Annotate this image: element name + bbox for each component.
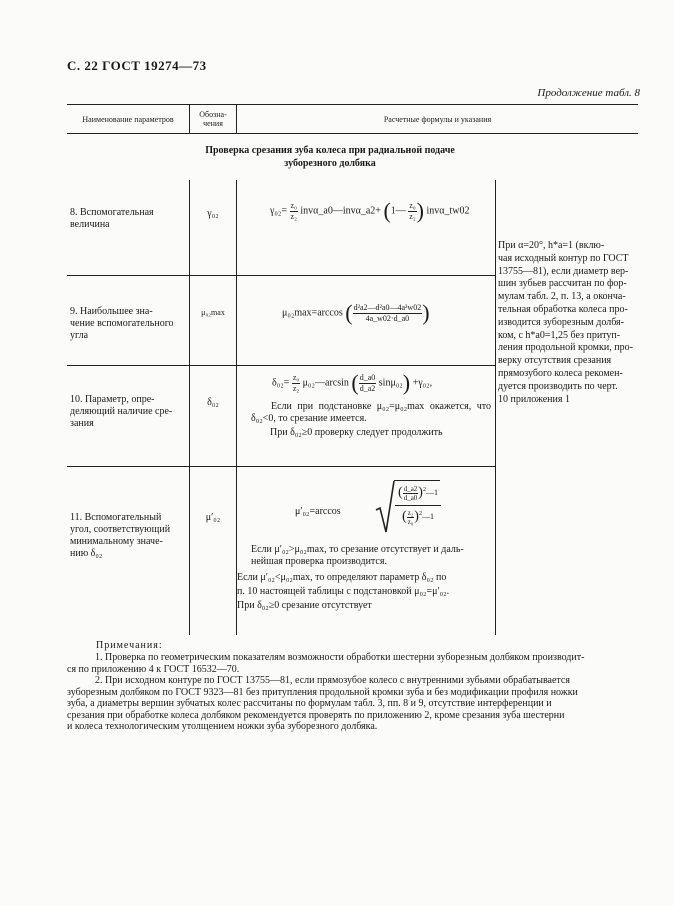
formula-lhs: μ′₀₂=arccos <box>295 506 341 517</box>
row-10-condition-text: Если при подстановке μ₀₂=μ₀₂max окажется, что δ₀₂<0, то срезание имеется. <box>251 401 491 424</box>
row-8-symbol: γ₀₂ <box>207 208 219 219</box>
column-divider <box>189 104 190 133</box>
formula-term: invα_a0—invα_a2+ <box>300 205 381 217</box>
fraction: $\frac{\text{d²a2—d²a0—4a²w02}}{4a\_w02\cdot d\_a0}$ <box>353 302 422 323</box>
row-8-name: 8. Вспомогательная величина <box>70 207 154 230</box>
notes-title: Примечания: <box>96 640 163 651</box>
column-header-symbol: Обозна- чения <box>199 110 227 128</box>
row-8-formula: γ₀₂= $\frac{\text{z₀}}{\text{z₂}}$ invα_a0—invα_a2+ (1— $\frac{\text{z₀}}{\text{z₂}}$ ) invα_tw02 <box>270 198 470 223</box>
side-note: При α=20°, h*a=1 (вклю- чая исходный контур по ГОСТ 13755—81), если диаметр вер- шин зубьев рассчитан по фор- мулам табл. 2, п. 13, а оконча- тельная обработка колеса про- изводится зуборезным долбя- ком, с h*a0=1,25 без притуп- ления продольной кромки, про- верку отсутствия срезания прямозубого колеса рекомен- дуется производить по черт. 10 приложения 1 <box>498 240 633 405</box>
note-item-1: 1. Проверка по геометрическим показателям возможности обработки шестерни зуборезным долбяком производит- ся по приложению 4 к ГОСТ 16532—70. <box>67 652 585 675</box>
formula-term: invα_tw02 <box>426 205 470 217</box>
table-top-border <box>67 104 638 105</box>
formula-term: 1— <box>390 205 406 217</box>
row-10-formula: δ₀₂= $\frac{\text{z₀}}{\text{z₂}}$ μ₀₂—arcsin ( $\frac{d\_a0}{d\_a2}$ sinμ₀₂) +γ₀₂, <box>272 370 433 395</box>
column-header-formulas: Расчетные формулы и указания <box>383 115 492 124</box>
row-9-formula: μ₀₂max=arccos ( $\frac{\text{d²a2—d²a0—4a²w02}}{4a\_w02\cdot d\_a0}$ ) <box>282 300 430 325</box>
row-10-symbol: δ₀₂ <box>207 397 219 408</box>
page-header: С. 22 ГОСТ 19274—73 <box>67 58 207 73</box>
fraction: $\frac{\text{z₀}}{\text{z₂}}$ <box>292 372 300 393</box>
row-9-symbol: μ₀₂max <box>201 308 225 317</box>
fraction: $\frac{d\_a0}{d\_a2}$ <box>359 372 376 393</box>
column-divider <box>495 180 496 635</box>
formula-term: +γ₀₂, <box>412 377 433 389</box>
column-header-name: Наименование параметров <box>82 115 174 124</box>
row-10-name: 10. Параметр, опре- деляющий наличие сре- зания <box>70 394 173 429</box>
row-11-condition-text: Если μ′₀₂>μ₀₂max, то срезание отсутствует и даль- нейшая проверка производится. <box>251 544 464 567</box>
row-divider <box>67 275 495 276</box>
row-11-name: 11. Вспомогательный угол, соответствующий минимальному значе- нию δ₀₂ <box>70 512 171 559</box>
sqrt-icon <box>375 480 395 534</box>
section-title: Проверка срезания зуба колеса при радиальной подаче зуборезного долбяка <box>205 145 455 169</box>
fraction: $\frac{\text{z₀}}{\text{z₂}}$ <box>409 200 416 221</box>
formula-lhs: γ₀₂= <box>270 205 288 217</box>
formula-lhs: μ₀₂max=arccos <box>282 307 343 319</box>
column-divider <box>236 104 237 133</box>
row-10-continue-text: При δ₀₂≥0 проверку следует продолжить <box>270 427 443 438</box>
formula-term: μ₀₂—arcsin <box>302 377 349 389</box>
table-continuation-label: Продолжение табл. 8 <box>537 87 640 99</box>
column-divider <box>236 180 237 635</box>
fraction: $\frac{\text{z₀}}{\text{z₂}}$ <box>290 200 297 221</box>
table-header-border <box>67 133 638 134</box>
row-divider <box>67 365 495 366</box>
note-item-2: 2. При исходном контуре по ГОСТ 13755—81, если прямозубое колесо с внутренними зубьями обрабатывается зуборезным долбяком по ГОСТ 9323—81 без притупления продольной кромки зуба и без модификации профиля ножки зуба, а диаметры вершин зубчатых колес рассчитаны по формулам табл. 3, пп. 8 и 9, отсутствие интерференции и срезания при обработке колеса долбяком рекомендуется проверять по приложению 2, кроме срезания зуба шестерни и колеса технологическим утолщением ножки зуба зуборезного долбяка. <box>67 675 578 732</box>
row-divider <box>67 466 495 467</box>
row-9-name: 9. Наибольшее зна- чение вспомогательного угла <box>70 306 174 341</box>
formula-term: sinμ₀₂ <box>378 377 403 389</box>
formula-lhs: δ₀₂= <box>272 377 290 389</box>
row-11-symbol: μ′₀₂ <box>205 512 221 523</box>
sqrt-content: ( $\frac{d\_a2}{d\_a0}$ )$^2$—1 ( $\frac{\text{z₂}}{\text{z₀}}$ )$^2$—1 <box>395 482 441 528</box>
row-11-continue-text: Если μ′₀₂<μ₀₂max, то определяют параметр δ₀₂ по п. 10 настоящей таблицы с подстановкой μ₀₂=μ′₀₂. При δ₀₂≥0 срезание отсутствует <box>237 572 450 611</box>
